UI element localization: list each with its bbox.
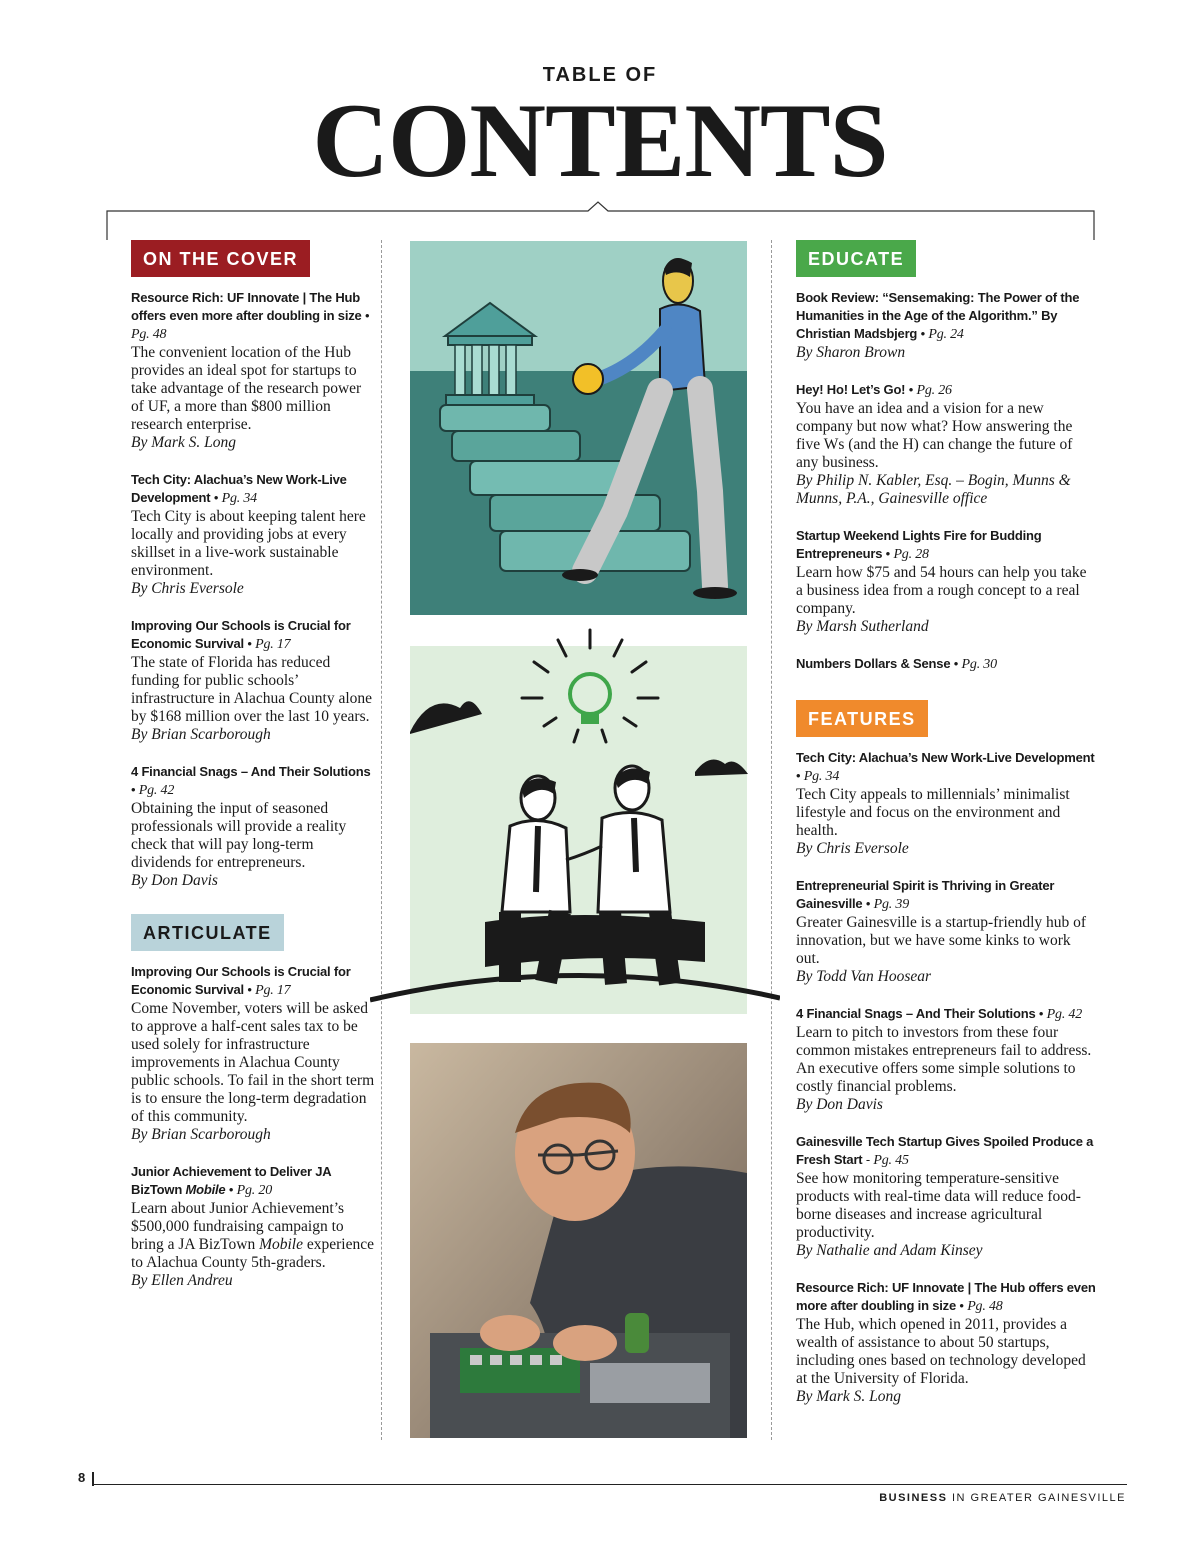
article-description: You have an idea and a vision for a new company but now what? How answering the five Ws (and the H) can change the future of any business. [796, 400, 1073, 471]
article-title: Gainesville Tech Startup Gives Spoiled Produce a Fresh Start - Pg. 45 [796, 1134, 1094, 1168]
article-byline: By Marsh Sutherland [796, 618, 929, 635]
article-title: Resource Rich: UF Innovate | The Hub offers even more after doubling in size • Pg. 48 [796, 1280, 1096, 1314]
page-reference: Pg. 17 [255, 983, 291, 998]
article-byline: By Ellen Andreu [131, 1272, 233, 1289]
article-byline: By Todd Van Hoosear [796, 968, 932, 985]
article-title: Improving Our Schools is Crucial for Economic Survival • Pg. 17 [131, 964, 351, 998]
article-description: The convenient location of the Hub provides an ideal spot for startups to take advantage of the research power of UF, a more than $800 million research enterprise. [131, 344, 362, 433]
article-entry[interactable] [131, 1163, 376, 1290]
left-column [131, 240, 376, 1309]
illustration-books-bank [410, 241, 747, 615]
article-byline: By Chris Eversole [131, 580, 244, 597]
article-entry[interactable] [796, 1133, 1096, 1260]
footer-rule [93, 1484, 1127, 1485]
article-title: Book Review: “Sensemaking: The Power of the Humanities in the Age of the Algorithm.” By Christian Madsbjerg • Pg. 24 [796, 290, 1080, 342]
article-description: Learn to pitch to investors from these four common mistakes entrepreneurs fail to address. An executive offers some simple solutions to costly financial problems. [796, 1024, 1092, 1095]
page-reference: Pg. 34 [221, 491, 257, 506]
article-entry[interactable] [131, 617, 376, 744]
article-title: Junior Achievement to Deliver JA BizTown Mobile • Pg. 20 [131, 1164, 331, 1198]
article-byline: By Sharon Brown [796, 344, 906, 361]
page-reference: Pg. 34 [803, 769, 840, 784]
page-reference: Pg. 28 [893, 547, 929, 562]
page-reference: Pg. 20 [236, 1183, 272, 1198]
toc-kicker: TABLE OF [542, 64, 658, 86]
article-title: Entrepreneurial Spirit is Thriving in Greater Gainesville • Pg. 39 [796, 878, 1055, 912]
page-reference: Pg. 48 [131, 327, 167, 342]
page-reference: Pg. 48 [967, 1299, 1003, 1314]
article-description: Learn how $75 and 54 hours can help you take a business idea from a rough concept to a real company. [796, 564, 1087, 617]
article-title: 4 Financial Snags – And Their Solutions • Pg. 42 [796, 1006, 1083, 1022]
article-byline: By Don Davis [131, 872, 218, 889]
article-byline: By Mark S. Long [131, 434, 237, 451]
section-label-on-the-cover: ON THE COVER [131, 240, 310, 277]
page-reference: Pg. 24 [928, 327, 964, 342]
article-description: Greater Gainesville is a startup-friendly hub of innovation, but we have some kinks to work out. [796, 914, 1087, 967]
article-entry[interactable] [796, 381, 1096, 508]
page-reference: Pg. 42 [1046, 1007, 1083, 1022]
article-title: Numbers Dollars & Sense • Pg. 30 [796, 656, 997, 672]
article-description: See how monitoring temperature-sensitive products with real-time data will reduce food-borne diseases and increase agricultural productivity. [796, 1170, 1081, 1241]
page-title: CONTENTS [312, 82, 888, 199]
article-title: Resource Rich: UF Innovate | The Hub offers even more after doubling in size • Pg. 48 [131, 290, 370, 342]
page-number: 8 [78, 1470, 86, 1485]
photo-engineer-circuit-board [410, 1043, 747, 1438]
article-entry[interactable] [131, 763, 376, 890]
article-title: Tech City: Alachua’s New Work-Live Development • Pg. 34 [796, 750, 1095, 784]
article-entry[interactable] [796, 1005, 1096, 1114]
article-entry[interactable] [131, 471, 376, 598]
article-description: Tech City is about keeping talent here locally and providing jobs at every skillset in a live-work sustainable environment. [131, 508, 366, 579]
article-entry[interactable] [796, 289, 1096, 362]
article-entry[interactable] [796, 877, 1096, 986]
article-byline: By Don Davis [796, 1096, 883, 1113]
page-reference: Pg. 30 [961, 657, 997, 672]
page-reference: Pg. 42 [138, 783, 175, 798]
article-title: Improving Our Schools is Crucial for Economic Survival • Pg. 17 [131, 618, 351, 652]
article-byline: By Chris Eversole [796, 840, 909, 857]
article-description: Learn about Junior Achievement’s $500,000 fundraising campaign to bring a JA BizTown Mobile experience to Alachua County 5th-graders. [131, 1200, 374, 1271]
article-description: Come November, voters will be asked to approve a half-cent sales tax to be used solely for infrastructure improvements in Alachua County public schools. To fail in the short term is to ensure the long-term degradation of this community. [131, 1000, 375, 1125]
section-label-educate: EDUCATE [796, 240, 916, 277]
article-description: Obtaining the input of seasoned professionals will provide a reality check that will pay long-term dividends for entrepreneurs. [131, 800, 347, 871]
illustration-lightbulb-meeting [370, 622, 780, 1014]
article-description: The state of Florida has reduced funding for public schools’ infrastructure in Alachua County alone by $168 million over the last 10 years. [131, 654, 373, 725]
page-reference: Pg. 39 [873, 897, 909, 912]
section-label-articulate: ARTICULATE [131, 914, 284, 951]
article-entry[interactable] [796, 1279, 1096, 1406]
article-byline: By Nathalie and Adam Kinsey [796, 1242, 983, 1259]
article-byline: By Brian Scarborough [131, 726, 271, 743]
article-description: Tech City appeals to millennials’ minimalist lifestyle and focus on the environment and health. [796, 786, 1070, 839]
page-reference: Pg. 45 [873, 1153, 909, 1168]
article-entry[interactable] [796, 527, 1096, 636]
article-title: Hey! Ho! Let’s Go! • Pg. 26 [796, 382, 952, 398]
article-byline: By Philip N. Kabler, Esq. – Bogin, Munns & Munns, P.A., Gainesville office [796, 472, 1071, 507]
page-reference: Pg. 17 [255, 637, 291, 652]
article-byline: By Mark S. Long [796, 1388, 902, 1405]
article-description: The Hub, which opened in 2011, provides a wealth of assistance to about 50 startups, including ones based on technology developed at the University of Florida. [796, 1316, 1086, 1387]
page-reference: Pg. 26 [916, 383, 952, 398]
article-entry[interactable] [796, 749, 1096, 858]
article-byline: By Brian Scarborough [131, 1126, 271, 1143]
article-title: Startup Weekend Lights Fire for Budding Entrepreneurs • Pg. 28 [796, 528, 1042, 562]
article-entry[interactable] [796, 655, 1096, 674]
publication-name: BUSINESS IN GREATER GAINESVILLE [879, 1492, 1126, 1504]
article-entry[interactable] [131, 289, 376, 452]
article-title: 4 Financial Snags – And Their Solutions • Pg. 42 [131, 764, 371, 798]
article-entry[interactable] [131, 963, 376, 1144]
article-title: Tech City: Alachua’s New Work-Live Development • Pg. 34 [131, 472, 347, 506]
section-label-features: FEATURES [796, 700, 928, 737]
title-bracket-divider [106, 200, 1096, 244]
right-column [796, 240, 1096, 1425]
